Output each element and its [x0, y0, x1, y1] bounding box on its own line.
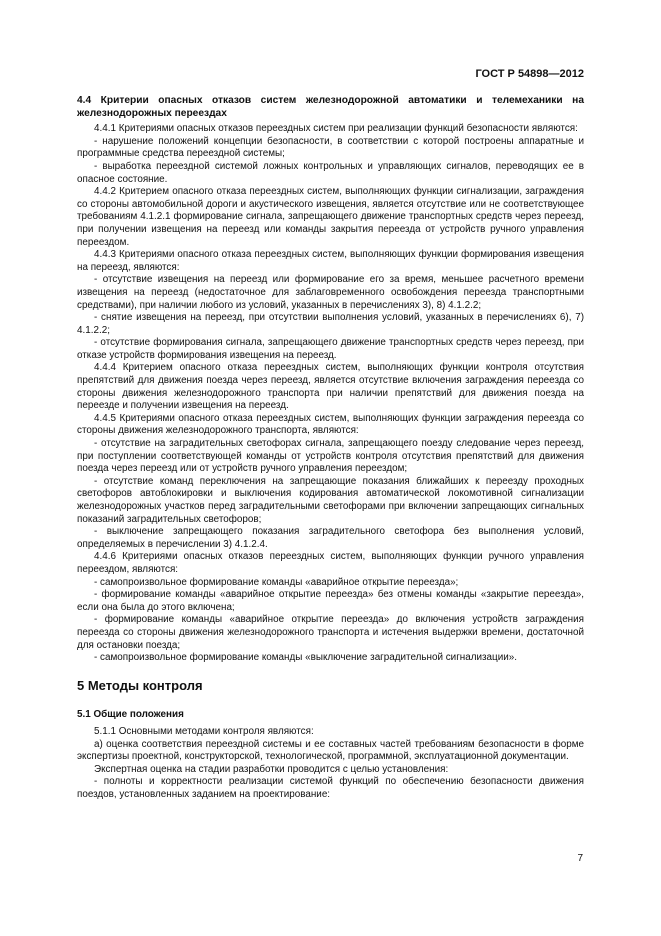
section-4-4-body [77, 123, 584, 665]
list-item: - выработка переездной системой ложных контрольных и управляющих сигналов, переводящих ее в опасное состояние. [77, 160, 584, 185]
list-item: - полноты и корректности реализации системой функций по обеспечению безопасности движения поездов, установленных заданием на проектирование: [77, 776, 584, 800]
paragraph: 4.4.6 Критериями опасных отказов переездных систем, выполняющих функции ручного управления переездом, являются: [77, 551, 584, 575]
list-item: - выключение запрещающего показания заградительного светофора без выполнения условий, определяемых в перечислении 3) 4.1.2.4. [77, 526, 584, 550]
document-header: ГОСТ Р 54898—2012 [475, 68, 584, 80]
page-number: 7 [577, 853, 583, 864]
paragraph: 4.4.4 Критерием опасного отказа переездных систем, выполняющих функции контроля отсутствия препятствий для движения поезда через переезд, является отсутствие включения заграждения переезда со стороны движения железнодорожного транспорта при наличии препятствий для движения поезда на переезде и получении извещения на переезд. [77, 362, 584, 412]
paragraph: 5.1.1 Основными методами контроля являются: [94, 725, 314, 737]
list-item: - нарушение положений концепции безопасности, в соответствии с которой построены аппаратные и программные средства переездной системы; [77, 135, 584, 160]
list-item: - снятие извещения на переезд, при отсутствии выполнения условий, указанных в перечислениях 6), 7) 4.1.2.2; [77, 312, 584, 336]
list-item: - самопроизвольное формирование команды «аварийное открытие переезда»; [94, 576, 459, 588]
section-heading-5: 5 Методы контроля [77, 677, 203, 693]
section-heading-5-1: 5.1 Общие положения [77, 709, 184, 721]
list-item: - отсутствие команд переключения на запрещающие показания ближайших к переезду проходных светофоров автоблокировки и выключения кодирования автоматической локомотивной сигнализации железнодорожных участков перед заградительными светофорами при включении запрещающих сигнальных показаний заградительных светофоров; [77, 475, 584, 525]
paragraph: 4.4.3 Критериями опасного отказа переездных систем, выполняющих функции формирования извещения на переезд, являются: [77, 249, 584, 273]
list-item: - формирование команды «аварийное открытие переезда» до включения устройств заграждения переезда со стороны движения железнодорожного транспорта и истечения выдержки времени, достаточной для остановки поезда; [77, 614, 584, 651]
page-content [77, 95, 584, 801]
list-item: - отсутствие извещения на переезд или формирование его за время, меньшее расчетного времени извещения на переезд (недостаточное для заблаговременного освобождения переезда транспортными средствами), при наличии любого из условий, указанных в перечислениях 3), 8) 4.1.2.2; [77, 274, 584, 311]
list-item: - самопроизвольное формирование команды «выключение заградительной сигнализации». [94, 652, 517, 664]
list-item: - отсутствие формирования сигнала, запрещающего движение транспортных средств через переезд, при отказе устройств формирования извещения на переезд. [77, 337, 584, 361]
paragraph: Экспертная оценка на стадии разработки проводится с целью установления: [94, 763, 449, 775]
section-5-1-body [77, 726, 584, 802]
paragraph: 4.4.2 Критерием опасного отказа переездных систем, выполняющих функции сигнализации, заграждения со стороны автомобильной дороги и акустического извещения, является отсутствие или не соответствующее требованиям 4.1.2.1 формирование сигнала, запрещающего движение транспортных средств через переезд, при получении извещения на переезд или команды закрытия переезда от устройств ручного управления переездом. [77, 186, 584, 248]
paragraph: 4.4.5 Критериями опасного отказа переездных систем, выполняющих функции заграждения переезда со стороны движения железнодорожного транспорта, являются: [77, 412, 584, 437]
section-heading-4-4: 4.4 Критерии опасных отказов систем железнодорожной автоматики и телемеханики на железнодорожных переездах [77, 95, 584, 119]
paragraph: 4.4.1 Критериями опасных отказов переездных систем при реализации функций безопасности являются: [94, 123, 578, 135]
list-item: а) оценка соответствия переездной системы и ее составных частей требованиям безопасности в форме экспертизы проектной, конструкторской, технологической, программной, эксплуатационной документации. [77, 738, 584, 763]
list-item: - отсутствие на заградительных светофорах сигнала, запрещающего поезду следование через переезд, при поступлении соответствующей команды от устройств контроля отсутствия препятствий для движения поезда через переезд или от устройств ручного управления переездом; [77, 438, 584, 475]
list-item: - формирование команды «аварийное открытие переезда» без отмены команды «закрытие переезда», если она была до этого включена; [77, 589, 584, 613]
